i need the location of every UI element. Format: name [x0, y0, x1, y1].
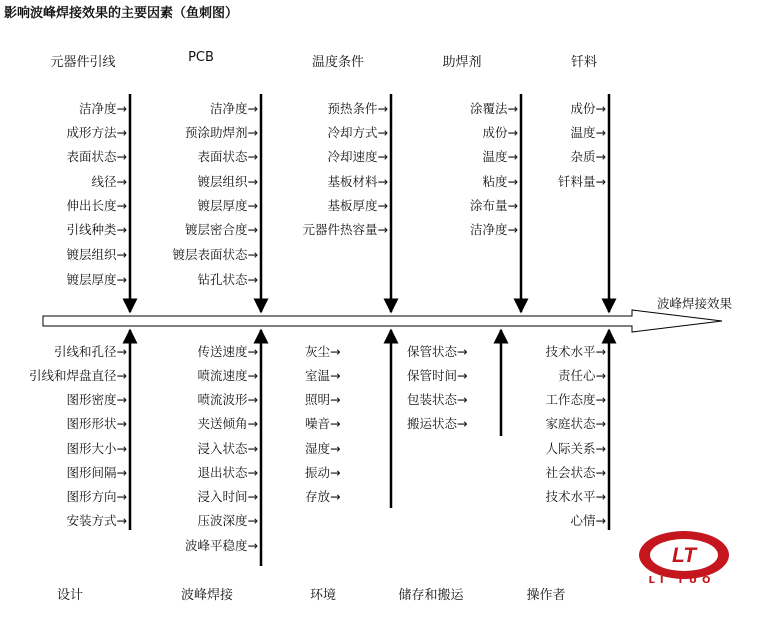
factor-label: 图形方向→ — [66, 489, 127, 504]
category-pcb: PCB — [188, 50, 214, 65]
factor-label: 技术水平→ — [545, 489, 606, 504]
main-spine-arrow — [43, 310, 722, 332]
category-wave-soldering: 波峰焊接 — [180, 588, 234, 603]
factor-label: 喷流速度→ — [197, 368, 258, 383]
logo-name: LI TUO — [648, 575, 716, 586]
factor-label: 图形密度→ — [66, 392, 127, 407]
factor-label: 照明→ — [305, 392, 341, 407]
factor-label: 图形大小→ — [66, 441, 127, 456]
factor-label: 预热条件→ — [327, 101, 388, 116]
factor-label: 涂布量→ — [470, 198, 518, 213]
factor-label: 湿度→ — [305, 441, 341, 456]
factor-label: 退出状态→ — [197, 465, 258, 480]
factor-label: 保管状态→ — [407, 344, 468, 359]
factor-label: 室温→ — [305, 368, 341, 383]
factor-label: 技术水平→ — [545, 344, 606, 359]
factor-label: 温度→ — [482, 149, 518, 164]
logo-mark: LT — [671, 544, 697, 567]
factor-label: 存放→ — [305, 489, 341, 504]
factor-label: 传送速度→ — [197, 344, 258, 359]
factor-label: 镀层厚度→ — [197, 198, 258, 213]
factor-label: 基板厚度→ — [327, 198, 388, 213]
factor-label: 心情→ — [570, 513, 606, 528]
factor-label: 家庭状态→ — [545, 416, 606, 431]
factor-label: 杂质→ — [570, 149, 606, 164]
factor-label: 噪音→ — [305, 416, 341, 431]
factor-label: 夹送倾角→ — [197, 416, 258, 431]
factor-label: 引线种类→ — [66, 222, 127, 237]
factor-label: 振动→ — [305, 465, 341, 480]
factor-label: 元器件热容量→ — [302, 222, 388, 237]
page-title: 影响波峰焊接效果的主要因素（鱼刺图） — [4, 6, 239, 21]
category-storage: 储存和搬运 — [398, 588, 464, 603]
factor-label: 伸出长度→ — [66, 198, 127, 213]
factor-label: 洁净度→ — [79, 101, 127, 116]
factor-label: 保管时间→ — [407, 368, 468, 383]
factor-label: 粘度→ — [482, 174, 518, 189]
factor-label: 镀层厚度→ — [66, 272, 127, 287]
factor-label: 洁净度→ — [470, 222, 518, 237]
factor-label: 社会状态→ — [545, 465, 606, 480]
category-operator: 操作者 — [526, 588, 566, 603]
factor-label: 洁净度→ — [210, 101, 258, 116]
factor-label: 图形形状→ — [66, 416, 127, 431]
factor-label: 人际关系→ — [545, 441, 606, 456]
factor-label: 成形方法→ — [66, 125, 127, 140]
factor-label: 引线和孔径→ — [54, 344, 127, 359]
factor-label: 温度→ — [570, 125, 606, 140]
category-components: 元器件引线 — [50, 55, 116, 70]
factor-label: 工作态度→ — [545, 392, 606, 407]
factor-label: 镀层组织→ — [66, 247, 127, 262]
factor-label: 镀层密合度→ — [185, 222, 258, 237]
factor-label: 钎料量→ — [558, 174, 606, 189]
factor-label: 压波深度→ — [197, 513, 258, 528]
factor-label: 波峰平稳度→ — [185, 538, 258, 553]
factor-label: 灰尘→ — [305, 344, 341, 359]
factor-label: 表面状态→ — [197, 149, 258, 164]
category-temperature: 温度条件 — [311, 55, 365, 70]
factor-label: 搬运状态→ — [407, 416, 468, 431]
factor-label: 引线和焊盘直径→ — [29, 368, 127, 383]
category-flux: 助焊剂 — [442, 55, 482, 70]
category-design: 设计 — [56, 588, 84, 603]
factor-label: 镀层组织→ — [197, 174, 258, 189]
factor-label: 喷流波形→ — [197, 392, 258, 407]
factor-label: 基板材料→ — [327, 174, 388, 189]
factor-label: 冷却速度→ — [327, 149, 388, 164]
factor-label: 安装方式→ — [66, 513, 127, 528]
factor-label: 钻孔状态→ — [197, 272, 258, 287]
factor-label: 图形间隔→ — [66, 465, 127, 480]
factor-label: 冷却方式→ — [327, 125, 388, 140]
category-solder: 钎料 — [570, 55, 598, 70]
factor-label: 包装状态→ — [407, 392, 468, 407]
factor-label: 成份→ — [570, 101, 606, 116]
factor-label: 浸入状态→ — [197, 441, 258, 456]
factor-label: 预涂助焊剂→ — [185, 125, 258, 140]
factor-label: 涂覆法→ — [470, 101, 518, 116]
factor-label: 表面状态→ — [66, 149, 127, 164]
effect-label: 波峰焊接效果 — [657, 296, 733, 311]
logo-icon — [639, 531, 729, 579]
factor-label: 镀层表面状态→ — [172, 247, 258, 262]
factor-label: 浸入时间→ — [197, 489, 258, 504]
factor-label: 线径→ — [91, 174, 127, 189]
factor-label: 成份→ — [482, 125, 518, 140]
factor-label: 责任心→ — [558, 368, 606, 383]
category-environment: 环境 — [309, 588, 337, 603]
